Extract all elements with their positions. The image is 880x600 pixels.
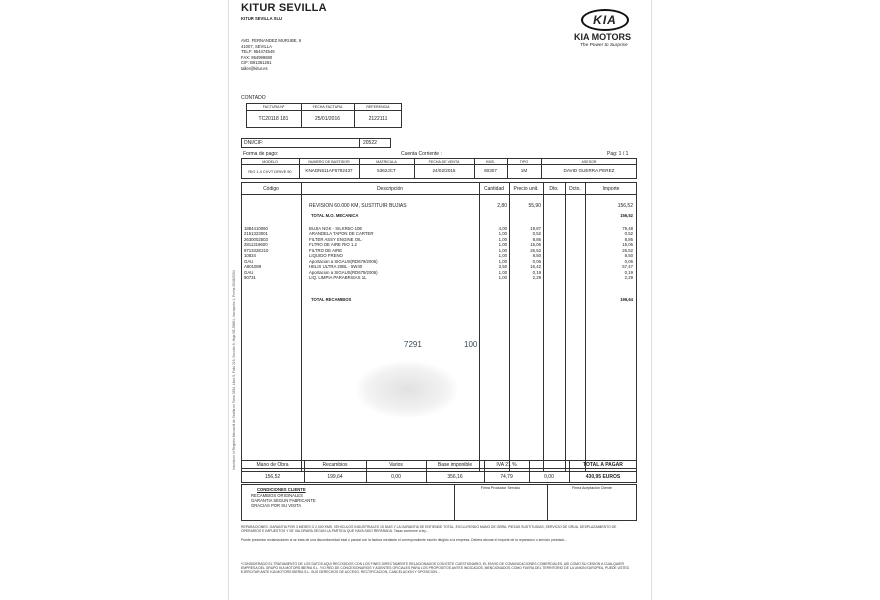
invoice-number-label: FACTURA Nº xyxy=(262,105,285,109)
totals-parts-label: Recambios xyxy=(322,462,348,468)
part-price: 0,06 xyxy=(532,258,541,264)
address-line: CIF: B91361261 xyxy=(241,60,272,65)
invoice-number: TC20118 181 xyxy=(258,116,289,122)
part-desc: FILTER ASSY ENGINE OIL xyxy=(309,236,362,242)
registry-side-text: Inscrita en el Registro Mercantil de Sevilla en Tomo 3854, Libro 0, Folio 215, Sección 8, Hoja SE-55861, Inscripción 1, Fecha 26/08/2004 xyxy=(232,270,236,470)
part-price: 8,50 xyxy=(532,253,541,259)
parts-description-column xyxy=(309,226,378,281)
column-discount: Dto. xyxy=(549,186,559,192)
part-desc: LIQUIDO FRENO xyxy=(309,253,343,259)
labour-description: REVISION 60.000 KM, SUSTITUIR BUJIAS xyxy=(309,203,407,209)
part-qty: 1,00 xyxy=(498,258,507,264)
totals-misc-value: 0,00 xyxy=(391,474,401,480)
part-amount: 2,29 xyxy=(624,275,633,281)
warranty-fine-print: REPARACIONES: GARANTIA POR 3 MESES O 2.000 KMS. VEHICULOS INDUSTRIALES 15 DIAS Y LA GARANTIA SE ENTIENDE TOTAL, EXCLUYENDO MANO DE OBRA, PIEZAS SUSTITUIDAS, SERVICIO DE GRUA, DESPLAZAMIENTO DE OPERARIOS E IMPUESTOS Y SE VALORARA SEGUN LA PARTIDA QUE HAYA SIDO REPARADA. Tasas conforme a ley... xyxy=(241,525,617,534)
labour-qty: 2,80 xyxy=(497,203,507,209)
totals-misc-label: Varios xyxy=(389,462,403,468)
part-qty: 1,00 xyxy=(498,242,507,248)
part-price: 0,19 xyxy=(532,269,541,275)
contact-label: CONTADO xyxy=(241,95,266,101)
part-qty: 1,00 xyxy=(498,269,507,275)
part-amount: 79,48 xyxy=(622,226,633,231)
address-line: FAX: 954999680 xyxy=(241,54,273,60)
signature-client-label: Firma Aceptación Cliente xyxy=(572,486,612,490)
conditions-title: CONDICIONES CLIENTE xyxy=(257,487,306,492)
part-price: 2,29 xyxy=(532,275,541,281)
part-desc: Aportacion a SIGAUS(RD679/2006) xyxy=(309,258,378,264)
address-line: TELF: 954474549 xyxy=(241,49,275,54)
column-amount: Importe xyxy=(602,186,620,192)
advisor-label: ASESOR xyxy=(581,159,597,164)
parts-total-value: 199,64 xyxy=(620,297,633,302)
column-unit-price: Precio unit. xyxy=(513,186,539,192)
type-value: 1M xyxy=(520,168,528,173)
part-price: 19,87 xyxy=(530,226,541,231)
parts-qty-column xyxy=(479,226,507,281)
brand-motors: KIA MOTORS xyxy=(574,32,632,42)
part-code: A801089 xyxy=(244,264,262,270)
totals-to-pay-value: 430,95 EUROS xyxy=(585,474,621,480)
type-label: TIPO xyxy=(519,159,529,164)
part-qty: 1,00 xyxy=(498,253,507,259)
part-code: GAU xyxy=(244,258,254,264)
account-label: Cuenta Corriente : xyxy=(401,151,442,157)
totals-other-value: 0,00 xyxy=(544,474,554,480)
part-amount: 15,06 xyxy=(622,242,633,248)
dni-value: 20522 xyxy=(363,140,377,146)
parts-total-label: TOTAL RECAMBIOS xyxy=(311,297,352,302)
part-qty: 1,00 xyxy=(498,236,507,242)
labour-price: 55,90 xyxy=(528,203,541,209)
invoice-date: 25/01/2016 xyxy=(314,116,341,122)
part-price: 0,52 xyxy=(532,231,541,237)
page-number: Pag: 1 / 1 xyxy=(607,151,629,157)
totals-taxable-base-value: 356,16 xyxy=(447,474,463,480)
conditions-line: GARANTIA SEGUN FABRICANTE xyxy=(251,498,316,503)
column-code: Código xyxy=(263,186,279,192)
column-description: Descripción xyxy=(376,186,404,192)
part-code: GAU xyxy=(244,269,254,275)
company-name: KITUR SEVILLA xyxy=(241,2,327,14)
totals-labour-label: Mano de Obra xyxy=(256,462,289,468)
advisor-name: DAVID GUERRA PEREZ xyxy=(563,168,615,173)
part-qty: 1,00 xyxy=(498,247,507,253)
labour-total-value: 156,52 xyxy=(620,213,633,218)
address-line: taller@kitur.es xyxy=(241,66,268,71)
chassis-number: KNADN511AF6792437 xyxy=(305,168,353,173)
reference-label: REFERENCIA xyxy=(366,105,390,109)
plate-label: MATRICULA xyxy=(376,159,397,164)
sale-date: 24/02/2015 xyxy=(432,168,456,173)
totals-vat-value: 74,79 xyxy=(500,474,513,480)
totals-taxable-base-label: Base imponible xyxy=(437,462,473,468)
conditions-line: RECAMBIOS ORIGINALES xyxy=(251,493,303,498)
chassis-label: NUMERO DE BASTIDOR xyxy=(308,159,350,164)
reference-value: 2122111 xyxy=(368,116,388,122)
invoice-page xyxy=(228,0,652,600)
part-qty: 1,00 xyxy=(498,231,507,237)
company-legal-name: KITUR SEVILLA SLU xyxy=(241,16,283,21)
part-qty: 4,00 xyxy=(498,226,507,231)
payment-method-label: Forma de pago: xyxy=(243,151,279,157)
part-desc: HELIX ULTRA 20BL - 5W40 xyxy=(309,264,363,270)
address-line: AVD. FERNANDEZ MURUBE, 6 xyxy=(241,38,302,43)
part-desc: BUJIA NGK - SILKR6C-10E xyxy=(309,226,363,231)
part-amount: 8,50 xyxy=(624,253,633,259)
part-desc: FILTRO DE AIRE xyxy=(309,247,343,253)
address-line: 41007, SEVILLA xyxy=(241,43,272,49)
column-discount-amount: Dcto. xyxy=(569,186,581,192)
totals-labour-value: 156,52 xyxy=(264,474,281,480)
kms-value: 60307 xyxy=(484,168,497,173)
part-code: 971332E210 xyxy=(244,247,269,253)
labour-total-label: TOTAL M.O. MECANICA xyxy=(311,213,359,218)
part-desc: LIQ. LIMPIA PARABRISAS 1L xyxy=(309,275,367,281)
parts-code-column xyxy=(244,226,268,281)
part-qty: 1,00 xyxy=(498,275,507,281)
part-amount: 0,06 xyxy=(624,258,633,264)
totals-parts-value: 199,64 xyxy=(327,474,343,480)
part-amount: 8,86 xyxy=(624,236,633,242)
part-amount: 57,47 xyxy=(622,264,633,270)
part-price: 15,06 xyxy=(530,242,541,248)
invoice-date-label: FECHA FACTURA xyxy=(312,105,343,109)
conditions-line: GRACIAS POR SU VISITA xyxy=(251,503,302,508)
part-code: 2811319600 xyxy=(244,242,268,248)
stamp-number-right: 100 xyxy=(464,340,478,349)
faded-stamp xyxy=(357,362,457,417)
brand-slogan: The Power to Surprise xyxy=(580,43,628,48)
part-amount: 0,19 xyxy=(624,269,633,275)
sale-date-label: FECHA DE VENTA xyxy=(428,159,460,164)
part-code: 2630002503 xyxy=(244,236,268,242)
part-code: 2151323001 xyxy=(244,231,268,237)
vehicle-model-label: MODELO xyxy=(262,159,278,164)
part-desc: Aportacion a SIGAUS(RD679/2006) xyxy=(309,269,378,275)
part-code: 1884410060 xyxy=(244,226,268,231)
part-code: 90731 xyxy=(244,275,256,281)
plate-number: 5362JCT xyxy=(377,168,396,173)
kia-logo-icon: KIA xyxy=(581,9,629,31)
part-amount: 26,52 xyxy=(622,247,633,253)
part-amount: 0,52 xyxy=(624,231,633,237)
column-quantity: Cantidad xyxy=(483,186,504,192)
signature-producer-label: Firma Productor Servicio xyxy=(480,486,521,490)
part-desc: ARANDELA TAPON DE CARTER xyxy=(309,231,374,237)
complaints-fine-print: Puede presentar reclamaciones si se trata de una disconformidad total o parcial con la factura mediante el correspondiente escrito dirigido a la empresa. Debera abonar el importe de la reparacion o servicio prestado... xyxy=(241,538,568,542)
labour-amount: 156,52 xyxy=(617,203,633,209)
part-price: 16,42 xyxy=(530,264,541,270)
totals-to-pay-label: TOTAL A PAGAR xyxy=(583,462,623,468)
part-desc: FLTRO DE AIRE RIO 1.2 xyxy=(309,242,357,248)
parts-price-column xyxy=(509,226,541,281)
parts-amount-column xyxy=(585,226,633,281)
dni-label: DNI/CIF: xyxy=(244,140,264,146)
privacy-fine-print: *CONSIDERADO EL TRATAMIENTO DE LOS DATOS AQUI RECOGIDOS CON LOS FINES DIRECTAMENTE RELACIONADOS CON ESTE CUESTIONARIO, EL ENVIO DE COMUNICACIONES COMERCIALES, ASI COMO SU CESION A CUALQUIER EMPRESA DEL GRUPO KIA MOTORS IBERIA S.L. Y/O RED DE CONCESIONARIOS Y AGENTES OFICIALES PARA LOS PROPOSITOS ANTES INDICADOS, MENCIONADOS COMO FUERA DEL TERRITORIO DE LA UNION EUROPEA, PUEDE USTED EJERCITAR ANTE KIA MOTORS IBERIA S.L. SUS DERECHOS DE ACCESO, RECTIFICACION, CANCELACION Y OPOSICION... xyxy=(241,562,630,575)
vehicle-model: RIO 1.4 CVVT DRIVE 90 xyxy=(248,169,292,174)
part-code: 10834 xyxy=(244,253,256,259)
totals-vat-label: IVA 21 % xyxy=(496,462,517,468)
part-qty: 3,50 xyxy=(498,264,507,270)
part-price: 26,52 xyxy=(530,247,541,253)
kms-label: KMS. xyxy=(486,159,495,164)
stamp-number-left: 7291 xyxy=(404,340,422,349)
part-price: 8,86 xyxy=(532,236,541,242)
